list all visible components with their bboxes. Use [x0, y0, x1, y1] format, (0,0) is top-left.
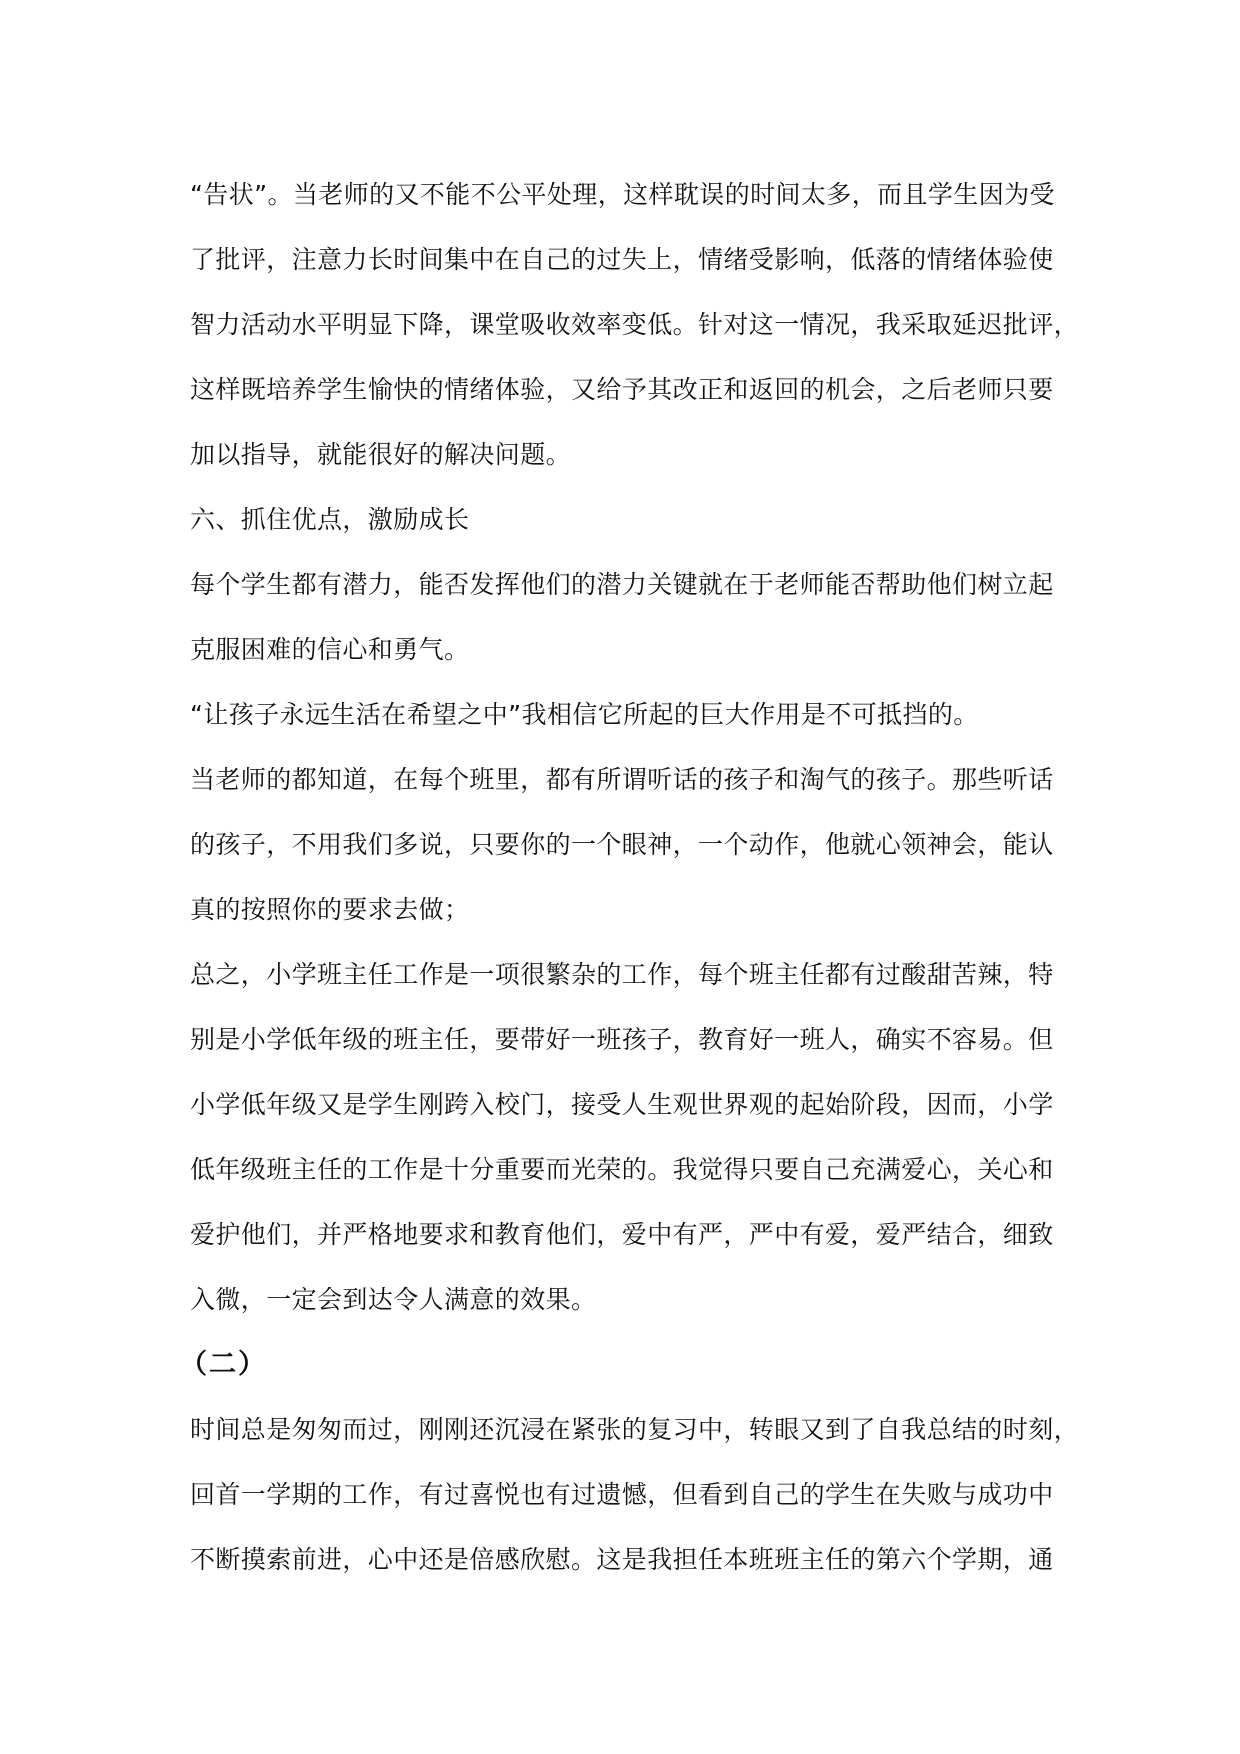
text-line: 时间总是匆匆而过，刚刚还沉浸在紧张的复习中，转眼又到了自我总结的时刻，: [190, 1415, 1080, 1444]
text-line: “告状”。当老师的又不能不公平处理，这样耽误的时间太多，而且学生因为受: [190, 180, 1055, 209]
text-line: 每个学生都有潜力，能否发挥他们的潜力关键就在于老师能否帮助他们树立起: [190, 570, 1054, 599]
text-line: 智力活动水平明显下降，课堂吸收效率变低。针对这一情况，我采取延迟批评，: [190, 310, 1080, 339]
text-line: 总之，小学班主任工作是一项很繁杂的工作，每个班主任都有过酸甜苦辣，特: [190, 960, 1054, 989]
text-line: 的孩子，不用我们多说，只要你的一个眼神，一个动作，他就心领神会，能认: [190, 830, 1054, 859]
text-line: 当老师的都知道，在每个班里，都有所谓听话的孩子和淘气的孩子。那些听话: [190, 765, 1054, 794]
text-line: 入微，一定会到达令人满意的效果。: [190, 1285, 597, 1314]
text-line: 加以指导，就能很好的解决问题。: [190, 440, 572, 469]
text-line: 克服困难的信心和勇气。: [190, 635, 470, 664]
section-heading: 六、抓住优点，激励成长: [190, 505, 470, 534]
text-line: 这样既培养学生愉快的情绪体验，又给予其改正和返回的机会，之后老师只要: [190, 375, 1054, 404]
text-line: 小学低年级又是学生刚跨入校门，接受人生观世界观的起始阶段，因而，小学: [190, 1090, 1054, 1119]
text-line: 回首一学期的工作，有过喜悦也有过遗憾，但看到自己的学生在失败与成功中: [190, 1480, 1054, 1509]
text-line: 低年级班主任的工作是十分重要而光荣的。我觉得只要自己充满爱心，关心和: [190, 1155, 1054, 1184]
text-line: 别是小学低年级的班主任，要带好一班孩子，教育好一班人，确实不容易。但: [190, 1025, 1054, 1054]
text-line: “让孩子永远生活在希望之中”我相信它所起的巨大作用是不可抵挡的。: [190, 700, 979, 729]
subsection-heading: （二）: [180, 1349, 267, 1380]
text-line: 爱护他们，并严格地要求和教育他们，爱中有严，严中有爱，爱严结合，细致: [190, 1220, 1054, 1249]
text-line: 不断摸索前进，心中还是倍感欣慰。这是我担任本班班主任的第六个学期，通: [190, 1545, 1054, 1574]
text-line: 真的按照你的要求去做；: [190, 895, 470, 924]
text-line: 了批评，注意力长时间集中在自己的过失上，情绪受影响，低落的情绪体验使: [190, 245, 1054, 274]
